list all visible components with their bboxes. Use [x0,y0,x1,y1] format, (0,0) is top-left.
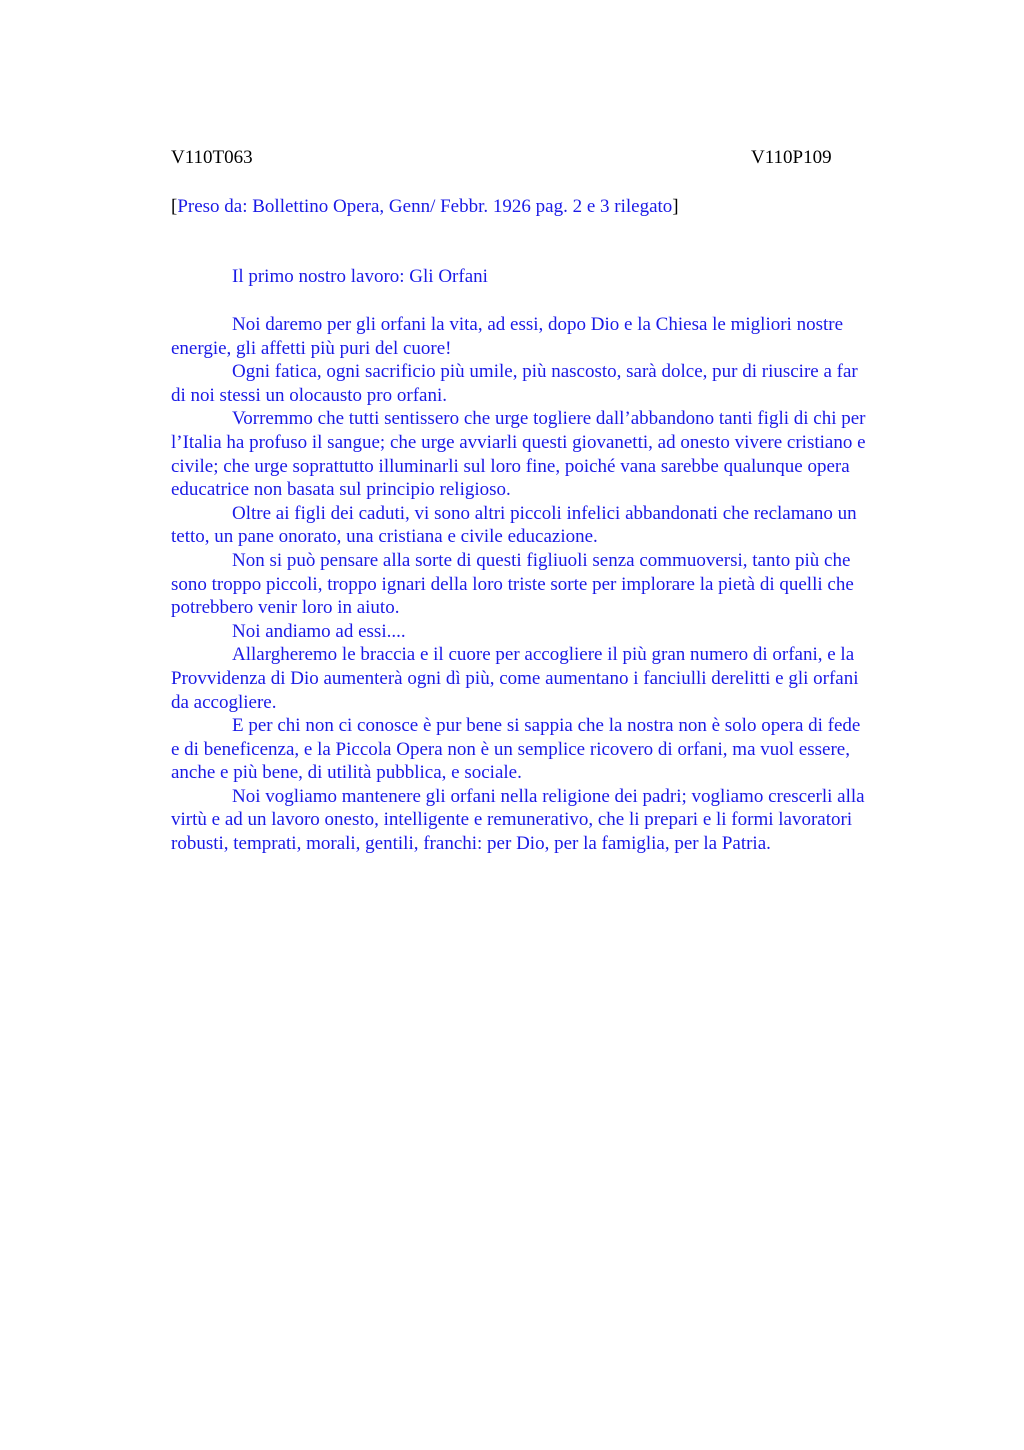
document-code-left: V110T063 [171,147,253,168]
body-line: da accogliere. [171,691,277,713]
body-line: Allargheremo le braccia e il cuore per accogliere il più gran numero di orfani, e la [232,644,855,666]
article-title: Il primo nostro lavoro: Gli Orfani [232,266,488,287]
body-line: robusti, temprati, morali, gentili, franchi: per Dio, per la famiglia, per la Patria. [171,833,771,855]
body-line: di noi stessi un olocausto pro orfani. [171,384,447,406]
document-code-right: V110P109 [751,147,832,168]
body-line: e di beneficenza, e la Piccola Opera non è un semplice ricovero di orfani, ma vuol essere, [171,738,850,760]
source-citation [171,196,679,218]
body-line: l’Italia ha profuso il sangue; che urge avviarli questi giovanetti, ad onesto vivere cristiano e [171,431,866,453]
body-line: Non si può pensare alla sorte di questi figliuoli senza commuoversi, tanto più che [232,549,851,571]
body-line: tetto, un pane onorato, una cristiana e civile educazione. [171,526,598,548]
body-line: sono troppo piccoli, troppo ignari della loro triste sorte per implorare la pietà di quelli che [171,573,854,595]
body-line: Noi vogliamo mantenere gli orfani nella religione dei padri; vogliamo crescerli alla [232,785,865,807]
source-close-bracket: ] [672,196,679,217]
source-text: Preso da: Bollettino Opera, Genn/ Febbr. 1926 pag. 2 e 3 rilegato [177,196,673,217]
body-line: Provvidenza di Dio aumenterà ogni dì più, come aumentano i fanciulli derelitti e gli orfani [171,667,859,689]
source-open-bracket: [ [171,196,178,217]
body-line: Noi daremo per gli orfani la vita, ad essi, dopo Dio e la Chiesa le migliori nostre [232,314,844,335]
body-line: Oltre ai figli dei caduti, vi sono altri piccoli infelici abbandonati che reclamano un [232,502,857,524]
body-line: Ogni fatica, ogni sacrificio più umile, più nascosto, sarà dolce, pur di riuscire a far [232,361,858,383]
body-line: Noi andiamo ad essi.... [232,620,406,642]
body-line: energie, gli affetti più puri del cuore! [171,337,452,359]
body-line: anche e più bene, di utilità pubblica, e sociale. [171,762,522,784]
body-line: E per chi non ci conosce è pur bene si sappia che la nostra non è solo opera di fede [232,715,861,737]
body-line: virtù e ad un lavoro onesto, intelligente e remunerativo, che li prepari e li formi lavoratori [171,809,853,831]
body-line: Vorremmo che tutti sentissero che urge togliere dall’abbandono tanti figli di chi per [232,408,866,430]
body-line: educatrice non basata sul principio religioso. [171,479,511,501]
body-line: civile; che urge soprattutto illuminarli sul loro fine, poiché vana sarebbe qualunque opera [171,455,850,477]
article-body [171,313,931,856]
body-line: potrebbero venir loro in aiuto. [171,597,400,619]
